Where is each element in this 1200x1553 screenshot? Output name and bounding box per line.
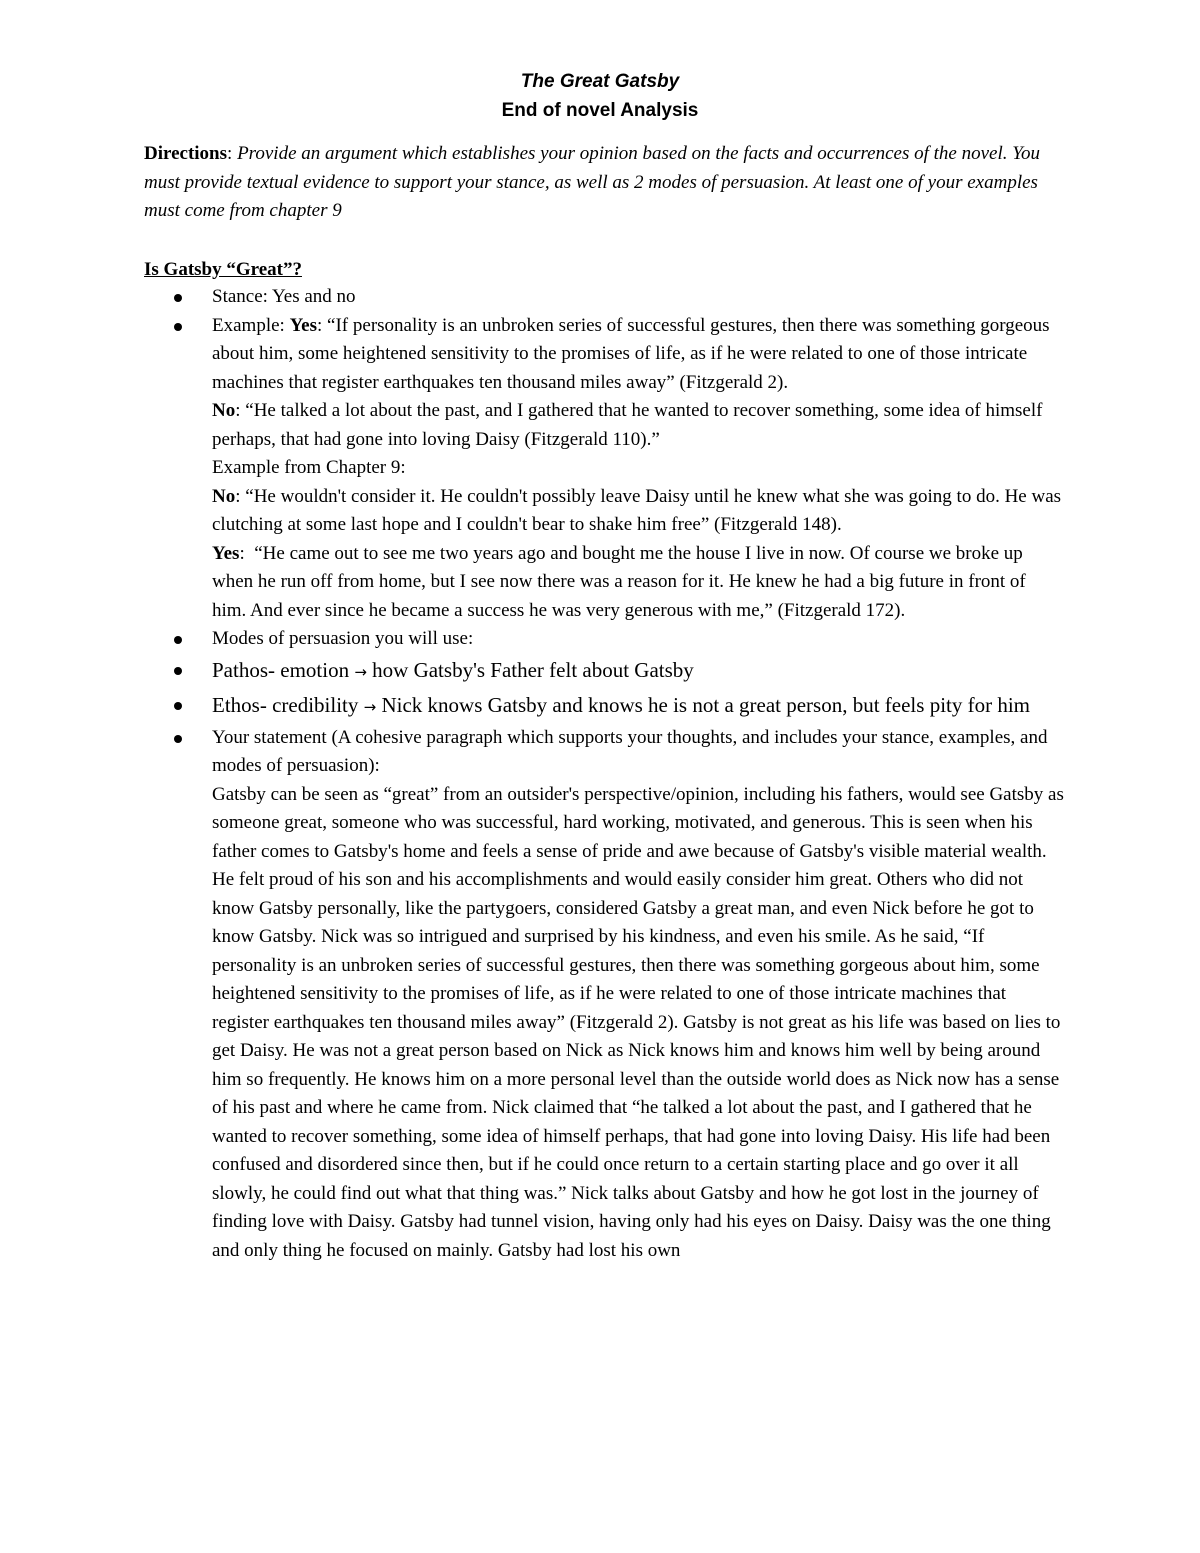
yes-quote: “If personality is an unbroken series of successful gestures, then there was something gorgeous about him, some heightened sensitivity to the promises of life, as if he were related to one of those intricate machines that register earthquakes ten thousand miles away” (Fitzgerald 2). xyxy=(212,314,1050,393)
statement-text: Gatsby can be seen as “great” from an outsider's perspective/opinion, including his fathers, would see Gatsby as someone great, someone who was successful, hard working, motivated, and generous. This is seen when his father comes to Gatsby's home and feels a sense of pride and awe because of Gatsby's visible material wealth. He felt proud of his son and his accomplishments and would easily consider him great. Others who did not know Gatsby personally, like the partygoers, considered Gatsby a great man, and even Nick before he got to know Gatsby. Nick was so intrigued and surprised by his kindness, and even his smile. As he said, “If personality is an unbroken series of successful gestures, then there was something gorgeous about him, some heightened sensitivity to the promises of life, as if he were related to one of those intricate machines that register earthquakes ten thousand miles away” (Fitzgerald 2). Gatsby is not great as his life was based on lies to get Daisy. He was not a great person based on Nick as Nick knows him and knows him well by being around him so frequently. He knows him on a more personal level than the outside world does as Nick now has a sense of his past and where he came from. Nick claimed that “he talked a lot about the past, and I gathered that he wanted to recover something, some idea of himself perhaps, that had gone into loving Daisy. His life had been confused and disordered since then, but if he could once return to a certain starting place and go over it all slowly, he could find out what that thing was.” Nick talks about Gatsby and how he got lost in the journey of finding love with Daisy. Gatsby had tunnel vision, having only had his eyes on Daisy. Daisy was the one thing and only thing he focused on mainly. Gatsby had lost his own xyxy=(212,783,1064,1261)
bullet-icon xyxy=(174,667,182,675)
chapter9-yes-label: Yes xyxy=(212,542,240,564)
no-quote: “He talked a lot about the past, and I gathered that he wanted to recover something, some idea of himself perhaps, that had gone into loving Daisy (Fitzgerald 110).” xyxy=(212,400,1043,450)
pathos-term: Pathos- emotion xyxy=(212,657,350,682)
no-label: No xyxy=(212,400,236,421)
directions-text: Provide an argument which establishes your opinion based on the facts and occurrences of the novel. You must provide textual evidence to support your stance, as well as 2 modes of persuasion. At least one of your examples must come from chapter 9 xyxy=(144,143,1041,221)
right-arrow-icon: → xyxy=(354,662,367,681)
document-subtitle: End of novel Analysis xyxy=(501,100,699,121)
list-item-statement xyxy=(144,724,1064,1266)
ethos-text: Nick knows Gatsby and knows he is not a great person, but feels pity for him xyxy=(381,692,1031,717)
ethos-term: Ethos- credibility xyxy=(212,692,359,717)
bullet-icon xyxy=(174,735,182,743)
chapter9-yes-quote: “He came out to see me two years ago and bought me the house I live in now. Of course we broke up when he run off from home, but I see now there was a reason for it. He knew he had a big future in front of him. And ever since he became a success he was very generous with me,” (Fitzgerald 172). xyxy=(212,542,1026,621)
list-item-example: Example: Yes: “If personality is an unbroken series of successful gestures, then there was something gorgeous about him, some heightened sensitivity to the promises of life, as if he were related to one of those intricate machines that register earthquakes ten thousand miles away” (Fitzgerald 2). No: “He talked a lot about the past, and I gathered that he wanted to recover something, some idea of himself perhaps, that had gone into loving Daisy (Fitzgerald 110).” Example from Chapter 9: No: “He wouldn't consider it. He couldn't possibly leave Daisy until he knew what she was going to do. He was clutching at some last hope and I couldn't bear to shake him free” (Fitzgerald 148). Yes: “He came out to see me two years ago and bought me the house I live in now. Of course we broke up when he run off from home, but I see now there was a reason for it. He knew he had a big future in front of him. And ever since he became a success he was very generous with me,” (Fitzgerald 172). xyxy=(144,312,1064,626)
list-item-pathos xyxy=(144,654,1064,689)
no-line: No: “He talked a lot about the past, and I gathered that he wanted to recover something, some idea of himself perhaps, that had gone into loving Daisy (Fitzgerald 110).” xyxy=(212,400,1043,450)
list-item-ethos xyxy=(144,689,1064,724)
stance-text: Stance: Yes and no xyxy=(212,286,356,307)
bullet-icon xyxy=(174,702,182,710)
directions-label: Directions xyxy=(144,143,228,164)
bullet-icon xyxy=(174,636,182,644)
example-label: Example xyxy=(212,314,280,336)
chapter9-no-quote: “He wouldn't consider it. He couldn't possibly leave Daisy until he knew what she was going to do. He was clutching at some last hope and I couldn't bear to shake him free” (Fitzgerald 148). xyxy=(212,485,1062,535)
chapter9-no-line: No: “He wouldn't consider it. He couldn't possibly leave Daisy until he knew what she was going to do. He was clutching at some last hope and I couldn't bear to shake him free” (Fitzgerald 148). xyxy=(212,485,1062,535)
pathos-text: how Gatsby's Father felt about Gatsby xyxy=(372,657,694,682)
modes-intro: Modes of persuasion you will use: xyxy=(212,628,474,649)
right-arrow-icon: → xyxy=(363,697,377,716)
chapter9-no-label: No xyxy=(212,485,236,507)
bullet-icon xyxy=(174,323,182,331)
list-item-stance xyxy=(144,283,1064,312)
bullet-list xyxy=(144,283,1064,1265)
yes-label: Yes xyxy=(289,314,318,336)
section-heading: Is Gatsby “Great”? xyxy=(144,259,302,280)
bullet-icon xyxy=(174,294,182,302)
directions-paragraph: Directions: Provide an argument which establishes your opinion based on the facts and occurrences of the novel. You must provide textual evidence to support your stance, as well as 2 modes of persuasion. At least one of your examples must come from chapter 9 xyxy=(144,143,1041,221)
statement-prompt: Your statement (A cohesive paragraph which supports your thoughts, and includes your stance, examples, and modes of persuasion): xyxy=(212,726,1048,776)
list-item-modes xyxy=(144,625,1064,654)
document-title: The Great Gatsby xyxy=(520,71,680,92)
chapter9-yes-line: Yes: “He came out to see me two years ago and bought me the house I live in now. Of course we broke up when he run off from home, but I see now there was a reason for it. He knew he had a big future in front of him. And ever since he became a success he was very generous with me,” (Fitzgerald 172). xyxy=(212,542,1026,621)
chapter9-label: Example from Chapter 9: xyxy=(212,457,406,478)
